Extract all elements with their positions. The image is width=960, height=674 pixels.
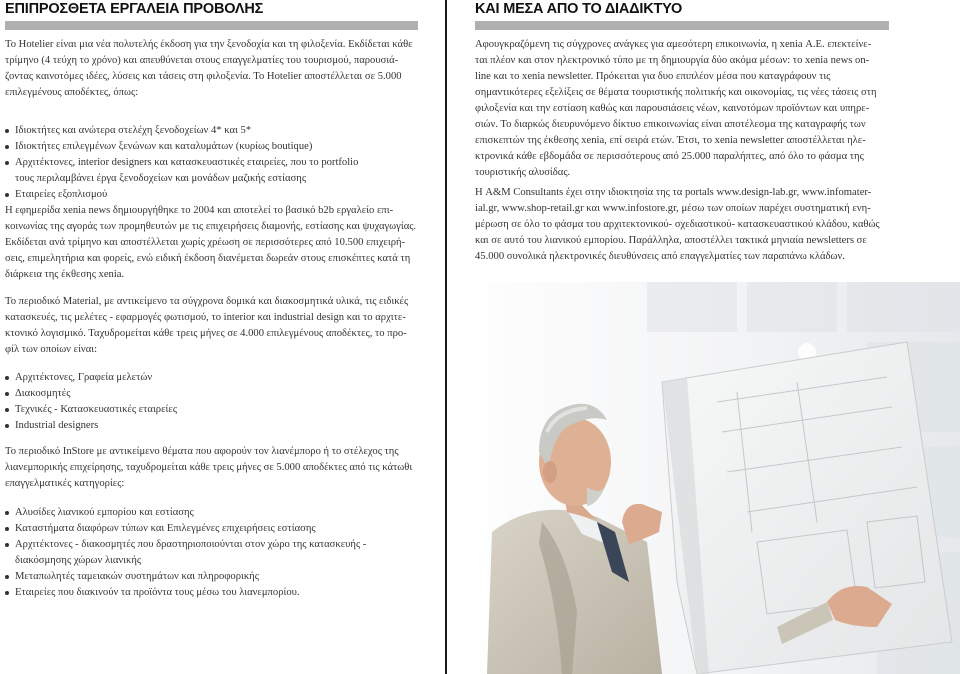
list-item: Μεταπωλητές ταμειακών συστημάτων και πληροφορικής — [5, 569, 443, 585]
instore-recipient-list — [5, 505, 443, 601]
portals-paragraph: Η A&M Consultants έχει στην ιδιοκτησία της τα portals www.design-lab.gr, www.infomater- ial.gr, www.shop-retail.gr και www.infostore.gr, μέσω των οποίων παρέχει συστηματική ενη- μέρωση σε όλο το φάσμα του αρχιτεκτονικού- σχεδιαστικού- κατασκευαστικού κλάδου, καθώς και σε αυτό του λιανικού εμπορίου. Παράλληλα, αποστέλλει τακτικά μηνιαία newsletters σε 45.000 συνολικά ηλεκτρονικές διευθύνσεις από επαγγελματίες των παραπάνω κλάδων. — [475, 187, 880, 262]
online-media-section — [475, 37, 889, 181]
material-paragraph: Το περιοδικό Material, με αντικείμενο τα σύγχρονα δομικά και διακοσμητικά υλικά, τις ειδικές κατασκευές, τις μελέτες - εφαρμογές φωτισμού, το interior και industrial design και το αρχιτε- κτονικό λογισμικό. Ταχυδρομείται κάθε τρεις μήνες σε 4.000 επιλεγμένους αποδέκτες, το προ- φίλ των οποίων είναι: — [5, 296, 409, 355]
list-item: Εταιρείες εξοπλισμού — [5, 187, 418, 203]
left-title-underline — [5, 21, 418, 30]
instore-section — [5, 444, 443, 492]
xenia-news-paragraph: Η εφημερίδα xenia news δημιουργήθηκε το 2004 και αποτελεί το βασικό b2b εργαλείο επι- κοινωνίας της αγοράς των προμηθευτών με τις επιχειρήσεις διαμονής, εστίασης και ψυχαγωγίας. Εκδίδεται ανά τρίμηνο και αποστέλλεται χωρίς χρέωση σε περισσότερες από 10.500 επιχειρή- σεις, επιμελητήρια και φορείς, ενώ ειδική έκδοση διανέμεται δωρεάν στους επισκέπτες κατά τη διάρκεια της έκθεσης xenia. — [5, 205, 417, 280]
list-item: Αρχιτέκτονες, interior designers και κατασκευαστικές εταιρείες, που το portfolio τους περιλαμβάνει έργα ξενοδοχείων και μονάδων μαζικής εστίασης — [5, 155, 418, 187]
photo-illustration — [447, 282, 960, 674]
list-item: Διακοσμητές — [5, 386, 443, 402]
hotelier-section — [5, 37, 418, 203]
portals-section — [475, 185, 889, 265]
list-item: Industrial designers — [5, 418, 443, 434]
list-item: Αρχιτέκτονες, Γραφεία μελετών — [5, 370, 443, 386]
instore-paragraph: Το περιοδικό InStore με αντικείμενο θέματα που αφορούν τον λιανέμπορο ή το στέλεχος της λιανεμπορικής επιχείρησης, ταχυδρομείται κάθε τρεις μήνες σε 5.000 αποδέκτες από τις κάτωθι επαγγελματικές κατηγορίες: — [5, 446, 413, 489]
left-section-title: ΕΠΙΠΡΟΣΘΕΤΑ ΕΡΓΑΛΕΙΑ ΠΡΟΒΟΛΗΣ — [5, 1, 264, 17]
list-item: Τεχνικές - Κατασκευαστικές εταιρείες — [5, 402, 443, 418]
material-recipient-list — [5, 370, 443, 434]
list-item: Αρχιτέκτονες - διακοσμητές που δραστηριοποιούνται στον χώρο της κατασκευής - διακόσμησης χώρων λιανικής — [5, 537, 443, 569]
right-title-underline — [475, 21, 889, 30]
list-item: Ιδιοκτήτες και ανώτερα στελέχη ξενοδοχείων 4* και 5* — [5, 123, 418, 139]
online-media-paragraph: Αφουγκραζόμενη τις σύγχρονες ανάγκες για αμεσότερη επικοινωνία, η xenia Α.Ε. επεκτείνε- ται πλέον και στον ηλεκτρονικό τύπο με τη δημιουργία δύο ακόμα μέσων: το xenia news on- line και το xenia newsletter. Πρόκειται για δυο επιπλέον μέσα που καταγράφουν τις σημαντικότερες εξελίξεις σε θέματα τουριστικής πολιτικής και οικονομίας, τις νέες τάσεις στη φιλοξενία και την εστίαση καθώς και παρουσιάσεις νέων, καινοτόμων προϊόντων και υπηρε- σιών. Το διαρκώς διευρυνόμενο δίκτυο επικοινωνίας είναι αποτέλεσμα της καταγραφής των επισκεπτών της έκθεσης xenia, επί σειρά ετών. Έτσι, το xenia newsletter αποστέλλεται ηλε- κτρονικά κάθε εβδομάδα σε περισσότερους από 25.000 παραλήπτες, από όλο το φάσμα της τουριστικής αλυσίδας. — [475, 39, 877, 178]
hotelier-recipient-list — [5, 123, 418, 203]
xenia-news-section — [5, 203, 418, 283]
architect-blueprint-photo — [447, 282, 960, 674]
material-section — [5, 294, 443, 358]
right-section-title: ΚΑΙ ΜΕΣΑ ΑΠΟ ΤΟ ΔΙΑΔΙΚΤΥΟ — [475, 1, 683, 17]
list-item: Αλυσίδες λιανικού εμπορίου και εστίασης — [5, 505, 443, 521]
hotelier-intro: To Hotelier είναι μια νέα πολυτελής έκδοση για την ξενοδοχία και τη φιλοξενία. Εκδίδεται κάθε τρίμηνο (4 τεύχη το χρόνο) και απευθύνεται στους επαγγελματίες του τουρισμού, παρουσιά- ζοντας καινοτόμες ιδέες, λύσεις και τάσεις στη φιλοξενία. Το Hotelier αποστέλλεται σε 5.000 επιλεγμένους αποδέκτες, όπως: — [5, 39, 413, 98]
list-item: Καταστήματα διαφόρων τύπων και Επιλεγμένες επιχειρήσεις εστίασης — [5, 521, 443, 537]
list-item: Εταιρείες που διακινούν τα προϊόντα τους μέσω του λιανεμπορίου. — [5, 585, 443, 601]
list-item: Ιδιοκτήτες επιλεγμένων ξενώνων και καταλυμάτων (κυρίως boutique) — [5, 139, 418, 155]
